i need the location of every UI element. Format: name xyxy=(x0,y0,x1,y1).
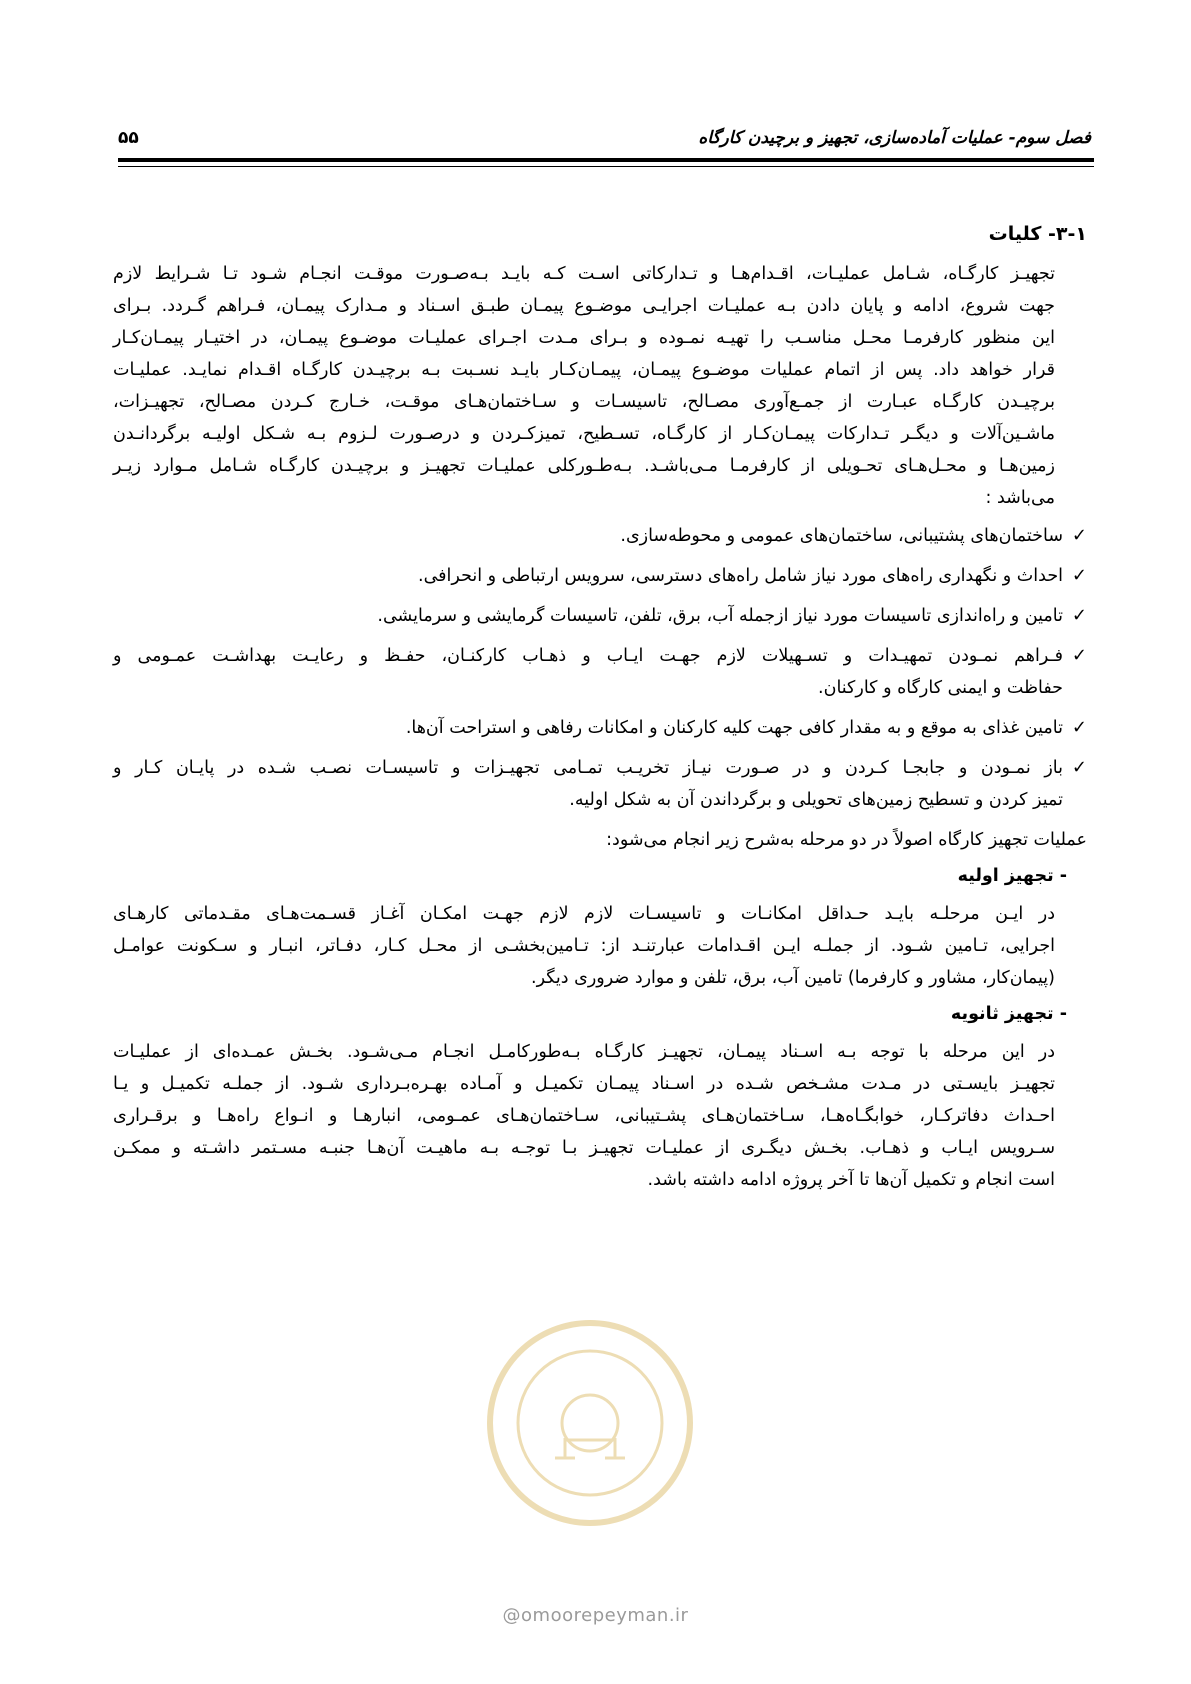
intro-paragraph xyxy=(113,258,1087,514)
item-text: تامین و راه‌اندازی تاسیسات مورد نیاز ازجمله آب، برق، تلفن، تاسیسات گرمایشی و سرمایشی. xyxy=(377,606,1063,626)
seal-outer-ring xyxy=(490,1323,690,1523)
header-rule-thick xyxy=(118,158,1094,162)
check-mark-icon: ✓ xyxy=(1071,645,1087,666)
text-line: قرار خواهد داد. پس از اتمام عملیات موضـوع پیمـان، پیمـان‌کـار بایـد نسـبت بـه برچیـدن کارگـاه اقـدام نمایـد. عملیـات xyxy=(113,360,1055,380)
checklist-item xyxy=(113,600,1087,632)
body-text xyxy=(113,218,1087,1196)
checklist-item xyxy=(113,752,1087,816)
checklist-item xyxy=(113,520,1087,552)
check-mark-icon: ✓ xyxy=(1071,525,1087,546)
text-line: اجرایی، تـامین شـود. از جملـه ایـن اقـدامات عبارتنـد از: تـامین‌بخشـی از محـل کـار، دفـاتر، انبـار و سـکونت عوامـل xyxy=(113,936,1055,956)
check-mark-icon: ✓ xyxy=(1071,565,1087,586)
text-line: این منظور کارفرمـا محـل مناسـب را تهیـه نمـوده و بـرای مـدت اجـرای عملیـات موضـوع پیمـان، در اختیـار پیمـان‌کـار xyxy=(113,328,1055,348)
text-line: تجهیـز کارگـاه، شـامل عملیـات، اقـدام‌هـا و تـدارکاتی اسـت کـه بایـد بـه‌صـورت موقـت انجـام شـود تـا شـرایط لازم xyxy=(113,264,1055,284)
page-header xyxy=(118,128,1091,150)
item-text: حفاظت و ایمنی کارگاه و کارکنان. xyxy=(818,678,1063,698)
text-line: در این مرحله با توجه بـه اسـناد پیمـان، تجهیـز کارگـاه بـه‌طورکامـل انجـام مـی‌شـود. بخـش عمـده‌ای از عملیـات xyxy=(113,1042,1055,1062)
stage2-paragraph xyxy=(113,1036,1087,1196)
checklist-item xyxy=(113,712,1087,744)
item-text: تامین غذای به موقع و به مقدار کافی جهت کلیه کارکنان و امکانات رفاهی و استراحت آن‌ها. xyxy=(405,718,1063,738)
text-line: (پیمان‌کار، مشاور و کارفرما) تامین آب، برق، تلفن و موارد ضروری دیگر. xyxy=(531,968,1055,988)
item-text: احداث و نگهداری راه‌های مورد نیاز شامل راه‌های دسترسی، سرویس ارتباطی و انحرافی. xyxy=(418,566,1063,586)
text-line: است انجام و تکمیل آن‌ها تا آخر پروژه ادامه داشته باشد. xyxy=(647,1170,1055,1190)
watermark-seal-icon xyxy=(485,1318,695,1528)
header-rule-thin xyxy=(118,166,1094,167)
page-number: ۵۵ xyxy=(118,128,139,148)
seal-inner-ring xyxy=(518,1351,662,1495)
text-line: در ایـن مرحلـه بایـد حـداقل امکانـات و تاسیسـات لازم لازم جهـت امکـان آغـاز قسـمت‌هـای مقـدماتی کارهـای xyxy=(113,904,1055,924)
item-text: فـراهم نمـودن تمهیـدات و تسـهیلات لازم جهـت ایـاب و ذهـاب کارکنـان، حفـظ و رعایـت بهداشـت عمـومی و xyxy=(113,646,1063,666)
stages-intro xyxy=(113,824,1087,856)
seal-scales xyxy=(555,1438,625,1458)
check-mark-icon: ✓ xyxy=(1071,605,1087,626)
checklist-item xyxy=(113,560,1087,592)
text-line: جهت شروع، ادامه و پایان دادن بـه عملیـات اجرایـی موضـوع پیمـان طبـق اسـناد و مـدارک پیمـان، فـراهم گـردد. بـرای xyxy=(113,296,1055,316)
text-line: احـداث دفاترکـار، خوابگـاه‌هـا، سـاختمان‌هـای پشـتیبانی، سـاختمان‌هـای عمـومی، انبارهـا و انـواع راه‌هـا و برقـراری xyxy=(113,1106,1055,1126)
stage1-heading: - تجهیز اولیه xyxy=(957,866,1067,886)
checklist-item xyxy=(113,640,1087,704)
text-line: سـرویس ایـاب و ذهـاب. بخـش دیگـری از عملیـات تجهیـز بـا توجـه بـه ماهیـت آن‌هـا جنبـه مسـتمر داشـته و ممکـن xyxy=(113,1138,1055,1158)
item-text: ساختمان‌های پشتیبانی، ساختمان‌های عمومی و محوطه‌سازی. xyxy=(620,526,1063,546)
stage1-paragraph xyxy=(113,898,1087,994)
text-line: برچیـدن کارگـاه عبـارت از جمـع‌آوری مصـالح، تاسیسـات و سـاختمان‌هـای موقـت، خـارج کـردن مصـالح، تجهیـزات، xyxy=(113,392,1055,412)
footer-watermark: @omoorepeyman.ir xyxy=(502,1605,689,1626)
text-line: عملیات تجهیز کارگاه اصولاً در دو مرحله به‌شرح زیر انجام می‌شود: xyxy=(606,830,1087,850)
check-mark-icon: ✓ xyxy=(1071,717,1087,738)
text-line: ماشـین‌آلات و دیگـر تـدارکات پیمـان‌کـار از کارگـاه، تسـطیح، تمیزکـردن و درصـورت لـزوم بـه شـکل اولیـه برگردانـدن xyxy=(113,424,1055,444)
checklist xyxy=(113,520,1087,816)
item-text: باز نمـودن و جابجـا کـردن و در صـورت نیـاز تخریـب تمـامی تجهیـزات و تاسیسـات نصـب شـده در پایـان کـار و xyxy=(113,758,1063,778)
text-line: زمین‌هـا و محـل‌هـای تحـویلی از کارفرمـا مـی‌باشـد. بـه‌طـورکلی عملیـات تجهیـز و برچیـدن کارگـاه شـامل مـوارد زیـر xyxy=(113,456,1055,476)
seal-center xyxy=(562,1395,618,1451)
section-heading: ۳-۱- کلیات xyxy=(988,223,1087,245)
item-text: تمیز کردن و تسطیح زمین‌های تحویلی و برگرداندن آن به شکل اولیه. xyxy=(569,790,1063,810)
text-line: می‌باشد : xyxy=(985,488,1055,508)
stage2-heading: - تجهیز ثانویه xyxy=(950,1004,1067,1024)
chapter-title: فصل سوم- عملیات آماده‌سازی، تجهیز و برچیدن کارگاه xyxy=(698,128,1091,148)
text-line: تجهیـز بایسـتی در مـدت مشـخص شـده در اسـناد پیمـان تکمیـل و آمـاده بهـره‌بـرداری شـود. از جملـه تکمیـل و یـا xyxy=(113,1074,1055,1094)
check-mark-icon: ✓ xyxy=(1071,757,1087,778)
